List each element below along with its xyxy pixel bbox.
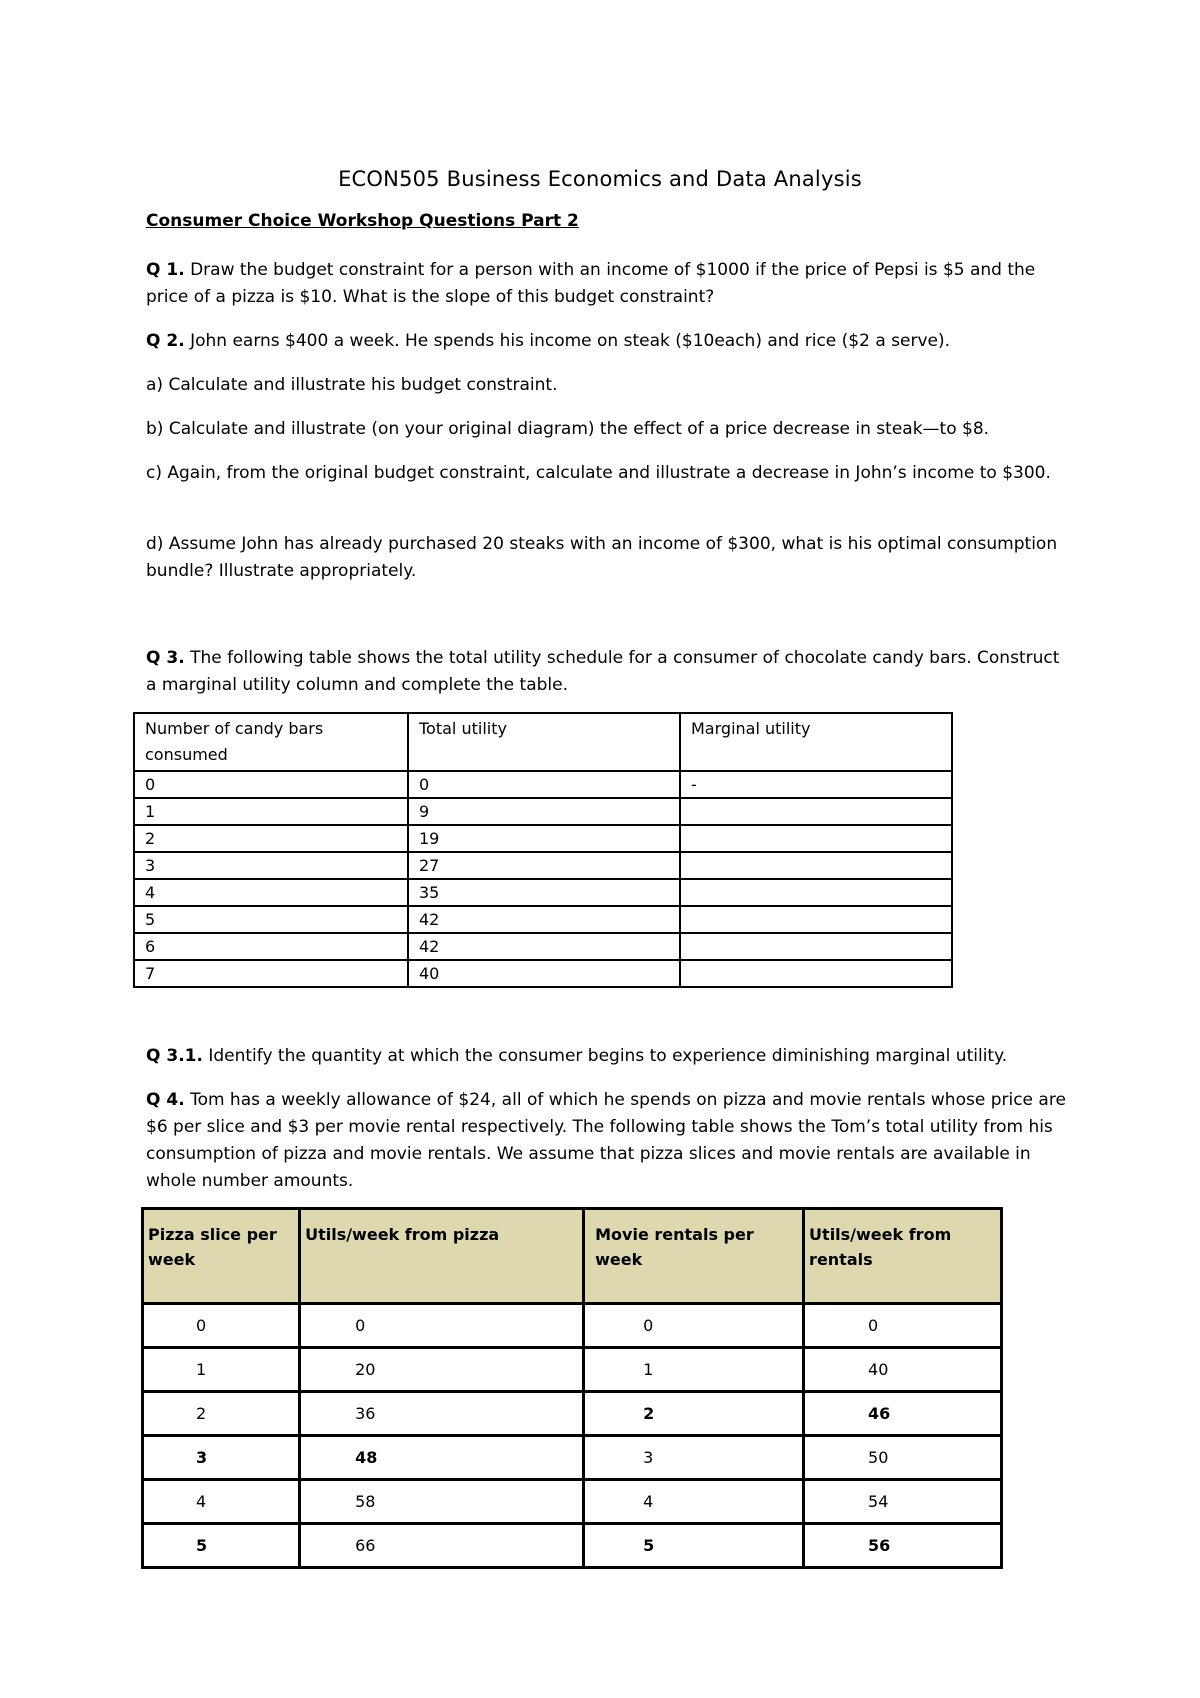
q2-text: John earns $400 a week. He spends his income on steak ($10each) and rice ($2 a serve). — [184, 331, 951, 351]
q31-label: Q 3.1. — [146, 1046, 203, 1066]
table-cell: 0 — [134, 771, 408, 798]
table-cell: 42 — [408, 906, 680, 933]
table-header-cell: Marginal utility — [680, 713, 952, 771]
q31-text: Identify the quantity at which the consumer begins to experience diminishing marginal utility. — [202, 1046, 1008, 1066]
table-cell: 5 — [584, 1524, 804, 1568]
table-header-cell: Pizza slice per week — [143, 1209, 300, 1304]
table-cell: 19 — [408, 825, 680, 852]
table-cell: 27 — [408, 852, 680, 879]
question-1 — [146, 257, 1066, 311]
table-row — [134, 798, 952, 825]
table-cell: 40 — [804, 1348, 1002, 1392]
table-cell: 50 — [804, 1436, 1002, 1480]
question-2d: d) Assume John has already purchased 20 steaks with an income of $300, what is his optimal consumption bundle? Illustrate appropriately. — [146, 534, 1058, 581]
table-row — [143, 1304, 1002, 1348]
table-cell — [680, 798, 952, 825]
question-2a: a) Calculate and illustrate his budget constraint. — [146, 375, 558, 395]
table-cell: 0 — [584, 1304, 804, 1348]
table-row — [134, 852, 952, 879]
table-cell: 46 — [804, 1392, 1002, 1436]
table-cell: 0 — [300, 1304, 584, 1348]
table-cell: 54 — [804, 1480, 1002, 1524]
table-cell: 0 — [143, 1304, 300, 1348]
table-cell: 58 — [300, 1480, 584, 1524]
q3-label: Q 3. — [146, 648, 185, 668]
table-cell: 0 — [408, 771, 680, 798]
table-cell: 2 — [584, 1392, 804, 1436]
table-row — [134, 933, 952, 960]
table-cell — [680, 960, 952, 987]
q4-text: Tom has a weekly allowance of $24, all of which he spends on pizza and movie rentals whose price are $6 per slice and $3 per movie rental respectively. The following table shows the Tom’s total utility from his consumption of pizza and movie rentals. We assume that pizza slices and movie rentals are available in whole number amounts. — [146, 1090, 1066, 1191]
table-cell: 48 — [300, 1436, 584, 1480]
table-cell: 4 — [143, 1480, 300, 1524]
table-cell: 3 — [584, 1436, 804, 1480]
table-cell: 1 — [143, 1348, 300, 1392]
question-2b: b) Calculate and illustrate (on your original diagram) the effect of a price decrease in steak—to $8. — [146, 419, 990, 439]
table-row — [134, 771, 952, 798]
table-cell: 56 — [804, 1524, 1002, 1568]
question-3 — [146, 645, 1066, 699]
table-row — [134, 879, 952, 906]
table-cell: 1 — [134, 798, 408, 825]
question-3-1 — [146, 1043, 1066, 1070]
table-header-row — [134, 713, 952, 771]
table-row — [143, 1524, 1002, 1568]
table-header-row — [143, 1209, 1002, 1304]
table-cell: 40 — [408, 960, 680, 987]
table-cell: 36 — [300, 1392, 584, 1436]
table-row — [134, 825, 952, 852]
table-cell: 42 — [408, 933, 680, 960]
table-cell: 9 — [408, 798, 680, 825]
q2-label: Q 2. — [146, 331, 185, 351]
table-row — [134, 960, 952, 987]
candy-utility-table — [133, 712, 953, 988]
table-cell — [680, 906, 952, 933]
table-cell — [680, 825, 952, 852]
q3-text: The following table shows the total utility schedule for a consumer of chocolate candy bars. Construct a marginal utility column and complete the table. — [146, 648, 1060, 695]
table-row — [143, 1348, 1002, 1392]
table-cell: 5 — [143, 1524, 300, 1568]
table-cell: 5 — [134, 906, 408, 933]
table-cell: 20 — [300, 1348, 584, 1392]
table-row — [143, 1480, 1002, 1524]
table-cell: 6 — [134, 933, 408, 960]
table-cell: 3 — [134, 852, 408, 879]
table-cell: 2 — [134, 825, 408, 852]
table-cell — [680, 933, 952, 960]
q1-text: Draw the budget constraint for a person with an income of $1000 if the price of Pepsi is $5 and the price of a pizza is $10. What is the slope of this budget constraint? — [146, 260, 1036, 307]
table-header-cell: Utils/week from rentals — [804, 1209, 1002, 1304]
table-row — [143, 1436, 1002, 1480]
table-cell: 1 — [584, 1348, 804, 1392]
table-header-cell: Number of candy bars consumed — [134, 713, 408, 771]
document-subtitle: Consumer Choice Workshop Questions Part 2 — [146, 211, 579, 231]
table-header-cell: Utils/week from pizza — [300, 1209, 584, 1304]
table-cell: - — [680, 771, 952, 798]
table-cell: 0 — [804, 1304, 1002, 1348]
table-header-cell: Movie rentals per week — [584, 1209, 804, 1304]
table-row — [143, 1392, 1002, 1436]
table-cell: 2 — [143, 1392, 300, 1436]
question-2 — [146, 328, 1066, 355]
question-2c: c) Again, from the original budget constraint, calculate and illustrate a decrease in John’s income to $300. — [146, 463, 1051, 483]
question-4 — [146, 1087, 1066, 1195]
q4-label: Q 4. — [146, 1090, 185, 1110]
document-title: ECON505 Business Economics and Data Analysis — [338, 167, 862, 191]
table-row — [134, 906, 952, 933]
pizza-movie-utility-table — [141, 1207, 1003, 1569]
table-cell: 7 — [134, 960, 408, 987]
table-cell — [680, 879, 952, 906]
table-cell — [680, 852, 952, 879]
table-cell: 4 — [584, 1480, 804, 1524]
table-cell: 3 — [143, 1436, 300, 1480]
table-header-cell: Total utility — [408, 713, 680, 771]
q1-label: Q 1. — [146, 260, 185, 280]
table-cell: 66 — [300, 1524, 584, 1568]
table-cell: 35 — [408, 879, 680, 906]
table-cell: 4 — [134, 879, 408, 906]
